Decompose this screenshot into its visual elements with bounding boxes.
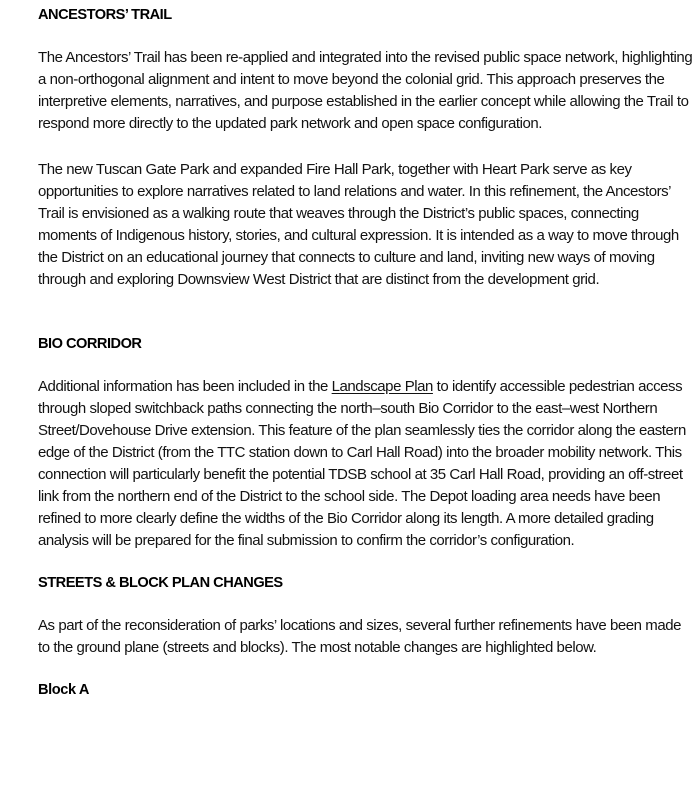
ancestors-trail-paragraph-2: The new Tuscan Gate Park and expanded Fire Hall Park, together with Heart Park serve as key opportunities to explore narratives related to land relations and water. In this refinement, the Ancestors’ Trail is envisioned as a walking route that weaves through the District’s public spaces, connecting moments of Indigenous history, stories, and cultural expression. It is intended as a way to move through the District on an educational journey that connects to culture and land, inviting new ways of moving through and exploring Downsview West District that are distinct from the development grid. (38, 161, 679, 288)
section-heading-bio-corridor: BIO CORRIDOR (38, 336, 142, 352)
bio-corridor-text-after-link: to identify accessible pedestrian access through sloped switchback paths connecting the north–south Bio Corridor to the east–west Northern Street/Dovehouse Drive extension. This feature of the plan seamlessly ties the corridor along the eastern edge of the District (from the TTC station down to Carl Hall Road) into the broader mobility network. This connection will particularly benefit the potential TDSB school at 35 Carl Hall Road, providing an off-street link from the northern end of the District to the school side. The Depot loading area needs have been refined to more clearly define the widths of the Bio Corridor along its length. A more detailed grading analysis will be prepared for the final submission to confirm the corridor’s configuration. (38, 378, 686, 549)
subheading-block-a: Block A (38, 682, 89, 698)
section-heading-streets-block-plan-changes: STREETS & BLOCK PLAN CHANGES (38, 575, 283, 591)
section-heading-ancestors-trail: ANCESTORS’ TRAIL (38, 7, 172, 23)
bio-corridor-paragraph (38, 376, 693, 552)
streets-block-plan-paragraph: As part of the reconsideration of parks’ locations and sizes, several further refinements have been made to the ground plane (streets and blocks). The most notable changes are highlighted below. (38, 617, 682, 656)
landscape-plan-link[interactable]: Landscape Plan (331, 378, 433, 395)
ancestors-trail-paragraph-1: The Ancestors’ Trail has been re-applied and integrated into the revised public space network, highlighting a non-orthogonal alignment and intent to move beyond the colonial grid. This approach preserves the interpretive elements, narratives, and purpose established in the earlier concept while allowing the Trail to respond more directly to the updated park network and open space configuration. (38, 49, 693, 132)
bio-corridor-text-before-link: Additional information has been included in the (38, 378, 332, 395)
